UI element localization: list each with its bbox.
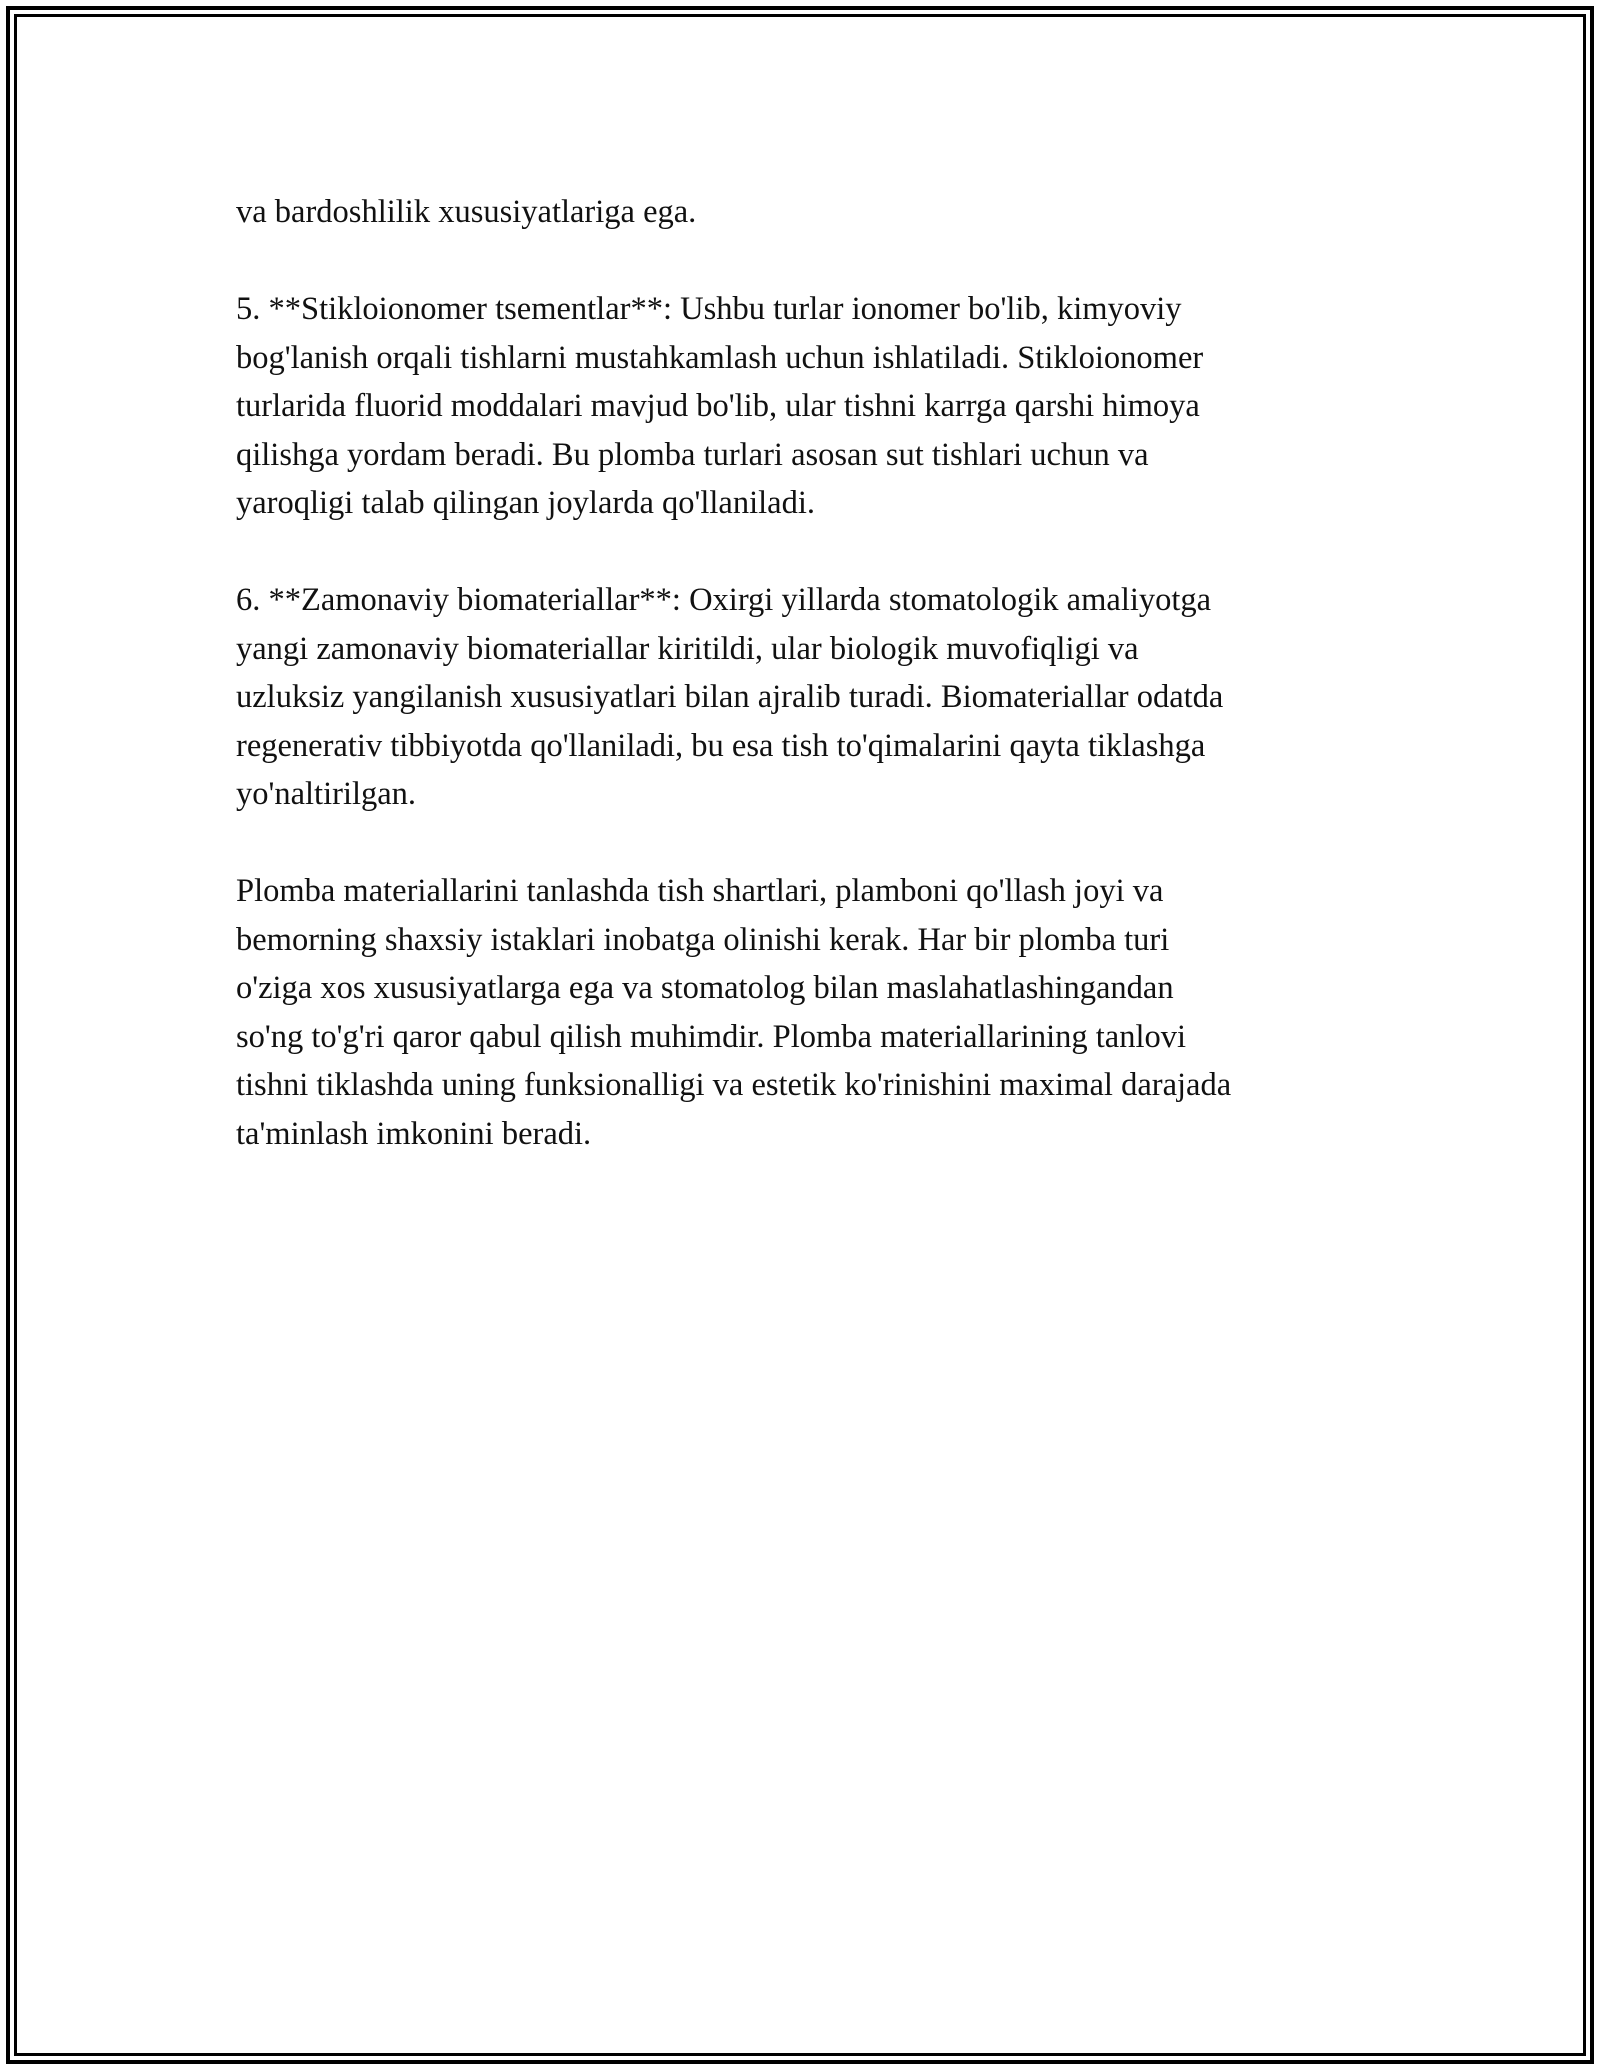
paragraph-continuation: va bardoshlilik xususiyatlariga ega. (236, 194, 697, 230)
paragraph-item-6: 6. **Zamonaviy biomateriallar**: Oxirgi yillarda stomatologik amaliyotga yangi zamonaviy biomateriallar kiritildi, ular biologik muvofiqligi va uzluksiz yangilanish xususiyatlari bilan ajralib turadi. Biomateriallar odatda regenerativ tibbiyotda qo'llaniladi, bu esa tish to'qimalarini qayta tiklashga yo'naltirilgan. (236, 582, 1224, 812)
paragraph-item-5: 5. **Stikloionomer tsementlar**: Ushbu turlar ionomer bo'lib, kimyoviy bog'lanish orqali tishlarni mustahkamlash uchun ishlatiladi. Stikloionomer turlarida fluorid moddalari mavjud bo'lib, ular tishni karrga qarshi himoya qilishga yordam beradi. Bu plomba turlari asosan sut tishlari uchun va yaroqligi talab qilingan joylarda qo'llaniladi. (236, 291, 1204, 521)
document-body (236, 188, 1376, 1207)
paragraph-conclusion: Plomba materiallarini tanlashda tish shartlari, plamboni qo'llash joyi va bemorning shaxsiy istaklari inobatga olinishi kerak. Har bir plomba turi o'ziga xos xususiyatlarga ega va stomatolog bilan maslahatlashingandan so'ng to'g'ri qaror qabul qilish muhimdir. Plomba materiallarining tanlovi tishni tiklashda uning funksionalligi va estetik ko'rinishini maximal darajada ta'minlash imkonini beradi. (236, 873, 1232, 1152)
